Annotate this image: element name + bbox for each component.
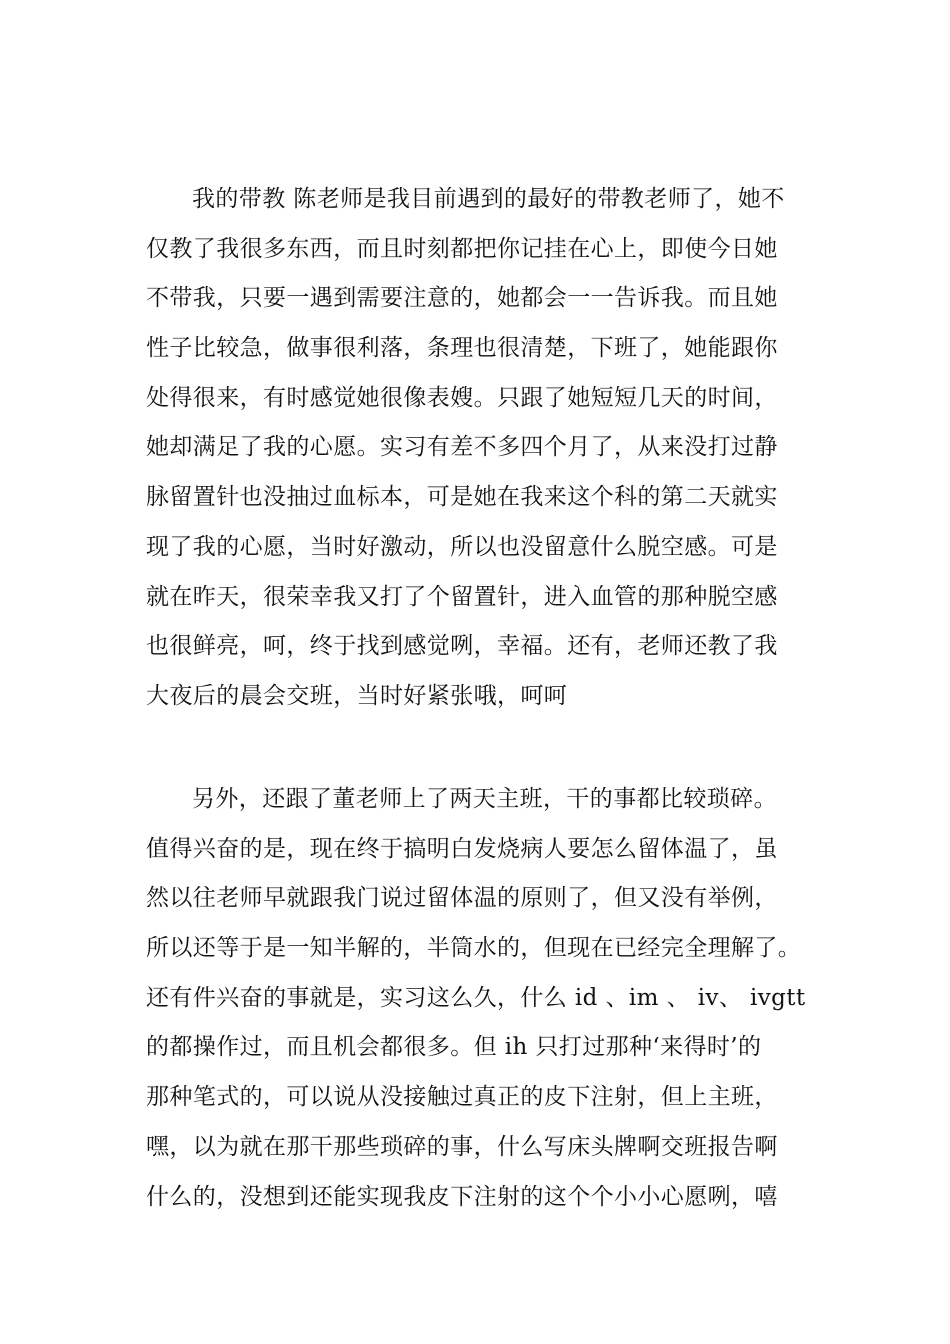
paragraph [146,775,826,1222]
text-line: 处得很来，有时感觉她很像表嫂。只跟了她短短几天的时间， [146,384,778,411]
text-line: 那种笔式的，可以说从没接触过真正的皮下注射，但上主班， [146,1084,778,1111]
text-line: 我的带教 陈老师是我目前遇到的最好的带教老师了，她不 [192,186,785,212]
text-line: 不带我，只要一遇到需要注意的，她都会一一告诉我。而且她 [146,285,778,312]
text-line: 也很鲜亮，呵，终于找到感觉咧，幸福。还有，老师还教了我 [146,633,778,660]
text-line: 的都操作过，而且机会都很多。但 ih 只打过那种‘来得时’的 [146,1034,762,1061]
text-line: 所以还等于是一知半解的，半筒水的，但现在已经完全理解了。 [146,935,802,962]
text-line: 嘿，以为就在那干那些琐碎的事，什么写床头牌啊交班报告啊 [146,1133,778,1160]
paragraph [146,175,826,722]
text-line: 就在昨天，很荣幸我又打了个留置针，进入血管的那种脱空感 [146,583,778,610]
text-line: 还有件兴奋的事就是，实习这么久，什么 id 、im 、 iv、 ivgtt [146,984,806,1011]
text-line: 现了我的心愿，当时好激动，所以也没留意什么脱空感。可是 [146,533,778,560]
text-line: 性子比较急，做事很利落，条理也很清楚，下班了，她能跟你 [146,335,778,362]
text-line: 值得兴奋的是，现在终于搞明白发烧病人要怎么留体温了，虽 [146,835,778,862]
text-line: 大夜后的晨会交班，当时好紧张哦，呵呵 [146,682,568,709]
text-line: 另外，还跟了董老师上了两天主班，干的事都比较琐碎。 [192,786,777,812]
text-line: 然以往老师早就跟我门说过留体温的原则了，但又没有举例， [146,885,778,912]
text-line: 脉留置针也没抽过血标本，可是她在我来这个科的第二天就实 [146,484,778,511]
text-line: 什么的，没想到还能实现我皮下注射的这个个小小心愿咧，嘻 [146,1183,778,1210]
text-line: 她却满足了我的心愿。实习有差不多四个月了，从来没打过静 [146,434,778,461]
text-line: 仅教了我很多东西，而且时刻都把你记挂在心上，即使今日她 [146,235,778,262]
